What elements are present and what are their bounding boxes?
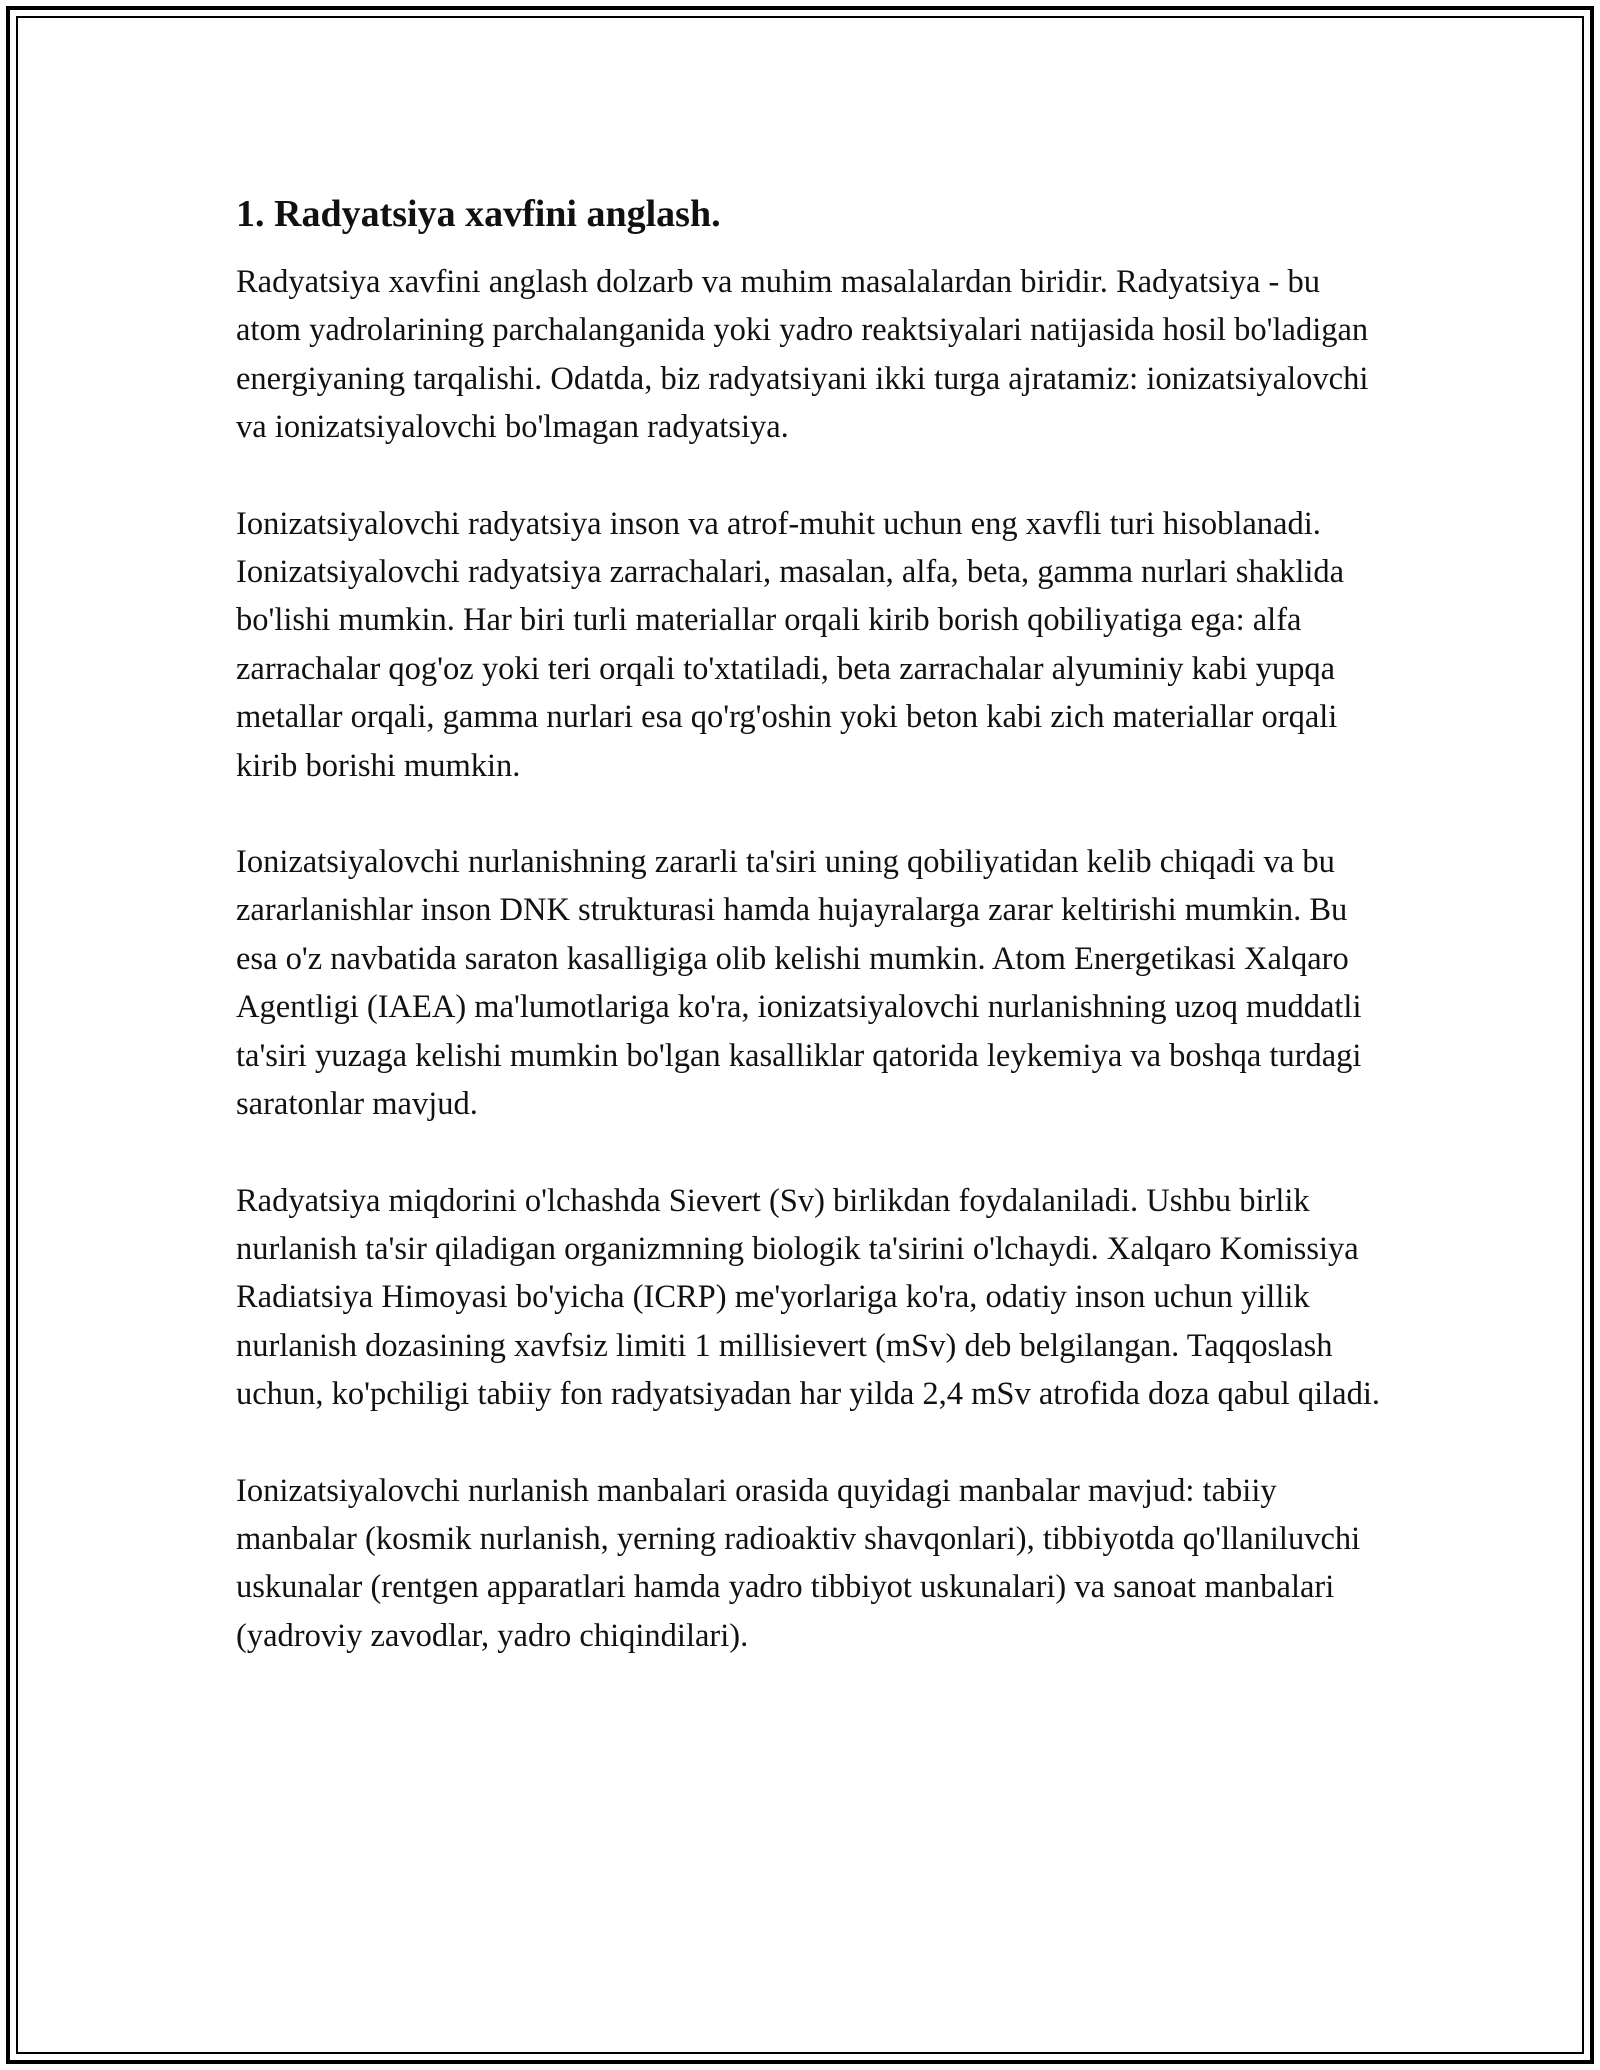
paragraph-2: Ionizatsiyalovchi radyatsiya inson va atrof-muhit uchun eng xavfli turi hisoblanadi. Ionizatsiyalovchi radyatsiya zarrachalari, masalan, alfa, beta, gamma nurlari shaklida bo'lishi mumkin. Har biri turli materiallar orqali kirib borish qobiliyatiga ega: alfa zarrachalar qog'oz yoki teri orqali to'xtatiladi, beta zarrachalar alyuminiy kabi yupqa metallar orqali, gamma nurlari esa qo'rg'oshin yoki beton kabi zich materiallar orqali kirib borishi mumkin. [236, 505, 1345, 784]
paragraph-1: Radyatsiya xavfini anglash dolzarb va muhim masalalardan biridir. Radyatsiya - bu atom yadrolarining parchalanganida yoki yadro reaktsiyalari natijasida hosil bo'ladigan energiyaning tarqalishi. Odatda, biz radyatsiyani ikki turga ajratamiz: ionizatsiyalovchi va ionizatsiyalovchi bo'lmagan radyatsiya. [236, 264, 1369, 446]
paragraph-5: Ionizatsiyalovchi nurlanish manbalari orasida quyidagi manbalar mavjud: tabiiy manbalar (kosmik nurlanish, yerning radioaktiv shavqonlari), tibbiyotda qo'llaniluvchi uskunalar (rentgen apparatlari hamda yadro tibbiyot uskunalari) va sanoat manbalari (yadroviy zavodlar, yadro chiqindilari). [236, 1472, 1361, 1654]
section-heading: 1. Radyatsiya xavfini anglash. [236, 193, 721, 235]
document-body [236, 186, 1386, 1660]
paragraph-4: Radyatsiya miqdorini o'lchashda Sievert (Sv) birlikdan foydalaniladi. Ushbu birlik nurlanish ta'sir qiladigan organizmning biologik ta'sirini o'lchaydi. Xalqaro Komissiya Radiatsiya Himoyasi bo'yicha (ICRP) me'yorlariga ko'ra, odatiy inson uchun yillik nurlanish dozasining xavfsiz limiti 1 millisievert (mSv) deb belgilangan. Taqqoslash uchun, ko'pchiligi tabiiy fon radyatsiyadan har yilda 2,4 mSv atrofida doza qabul qiladi. [236, 1182, 1380, 1413]
paragraph-3: Ionizatsiyalovchi nurlanishning zararli ta'siri uning qobiliyatidan kelib chiqadi va bu zararlanishlar inson DNK strukturasi hamda hujayralarga zarar keltirishi mumkin. Bu esa o'z navbatida saraton kasalligiga olib kelishi mumkin. Atom Energetikasi Xalqaro Agentligi (IAEA) ma'lumotlariga ko'ra, ionizatsiyalovchi nurlanishning uzoq muddatli ta'siri yuzaga kelishi mumkin bo'lgan kasalliklar qatorida leykemiya va boshqa turdagi saratonlar mavjud. [236, 844, 1362, 1123]
